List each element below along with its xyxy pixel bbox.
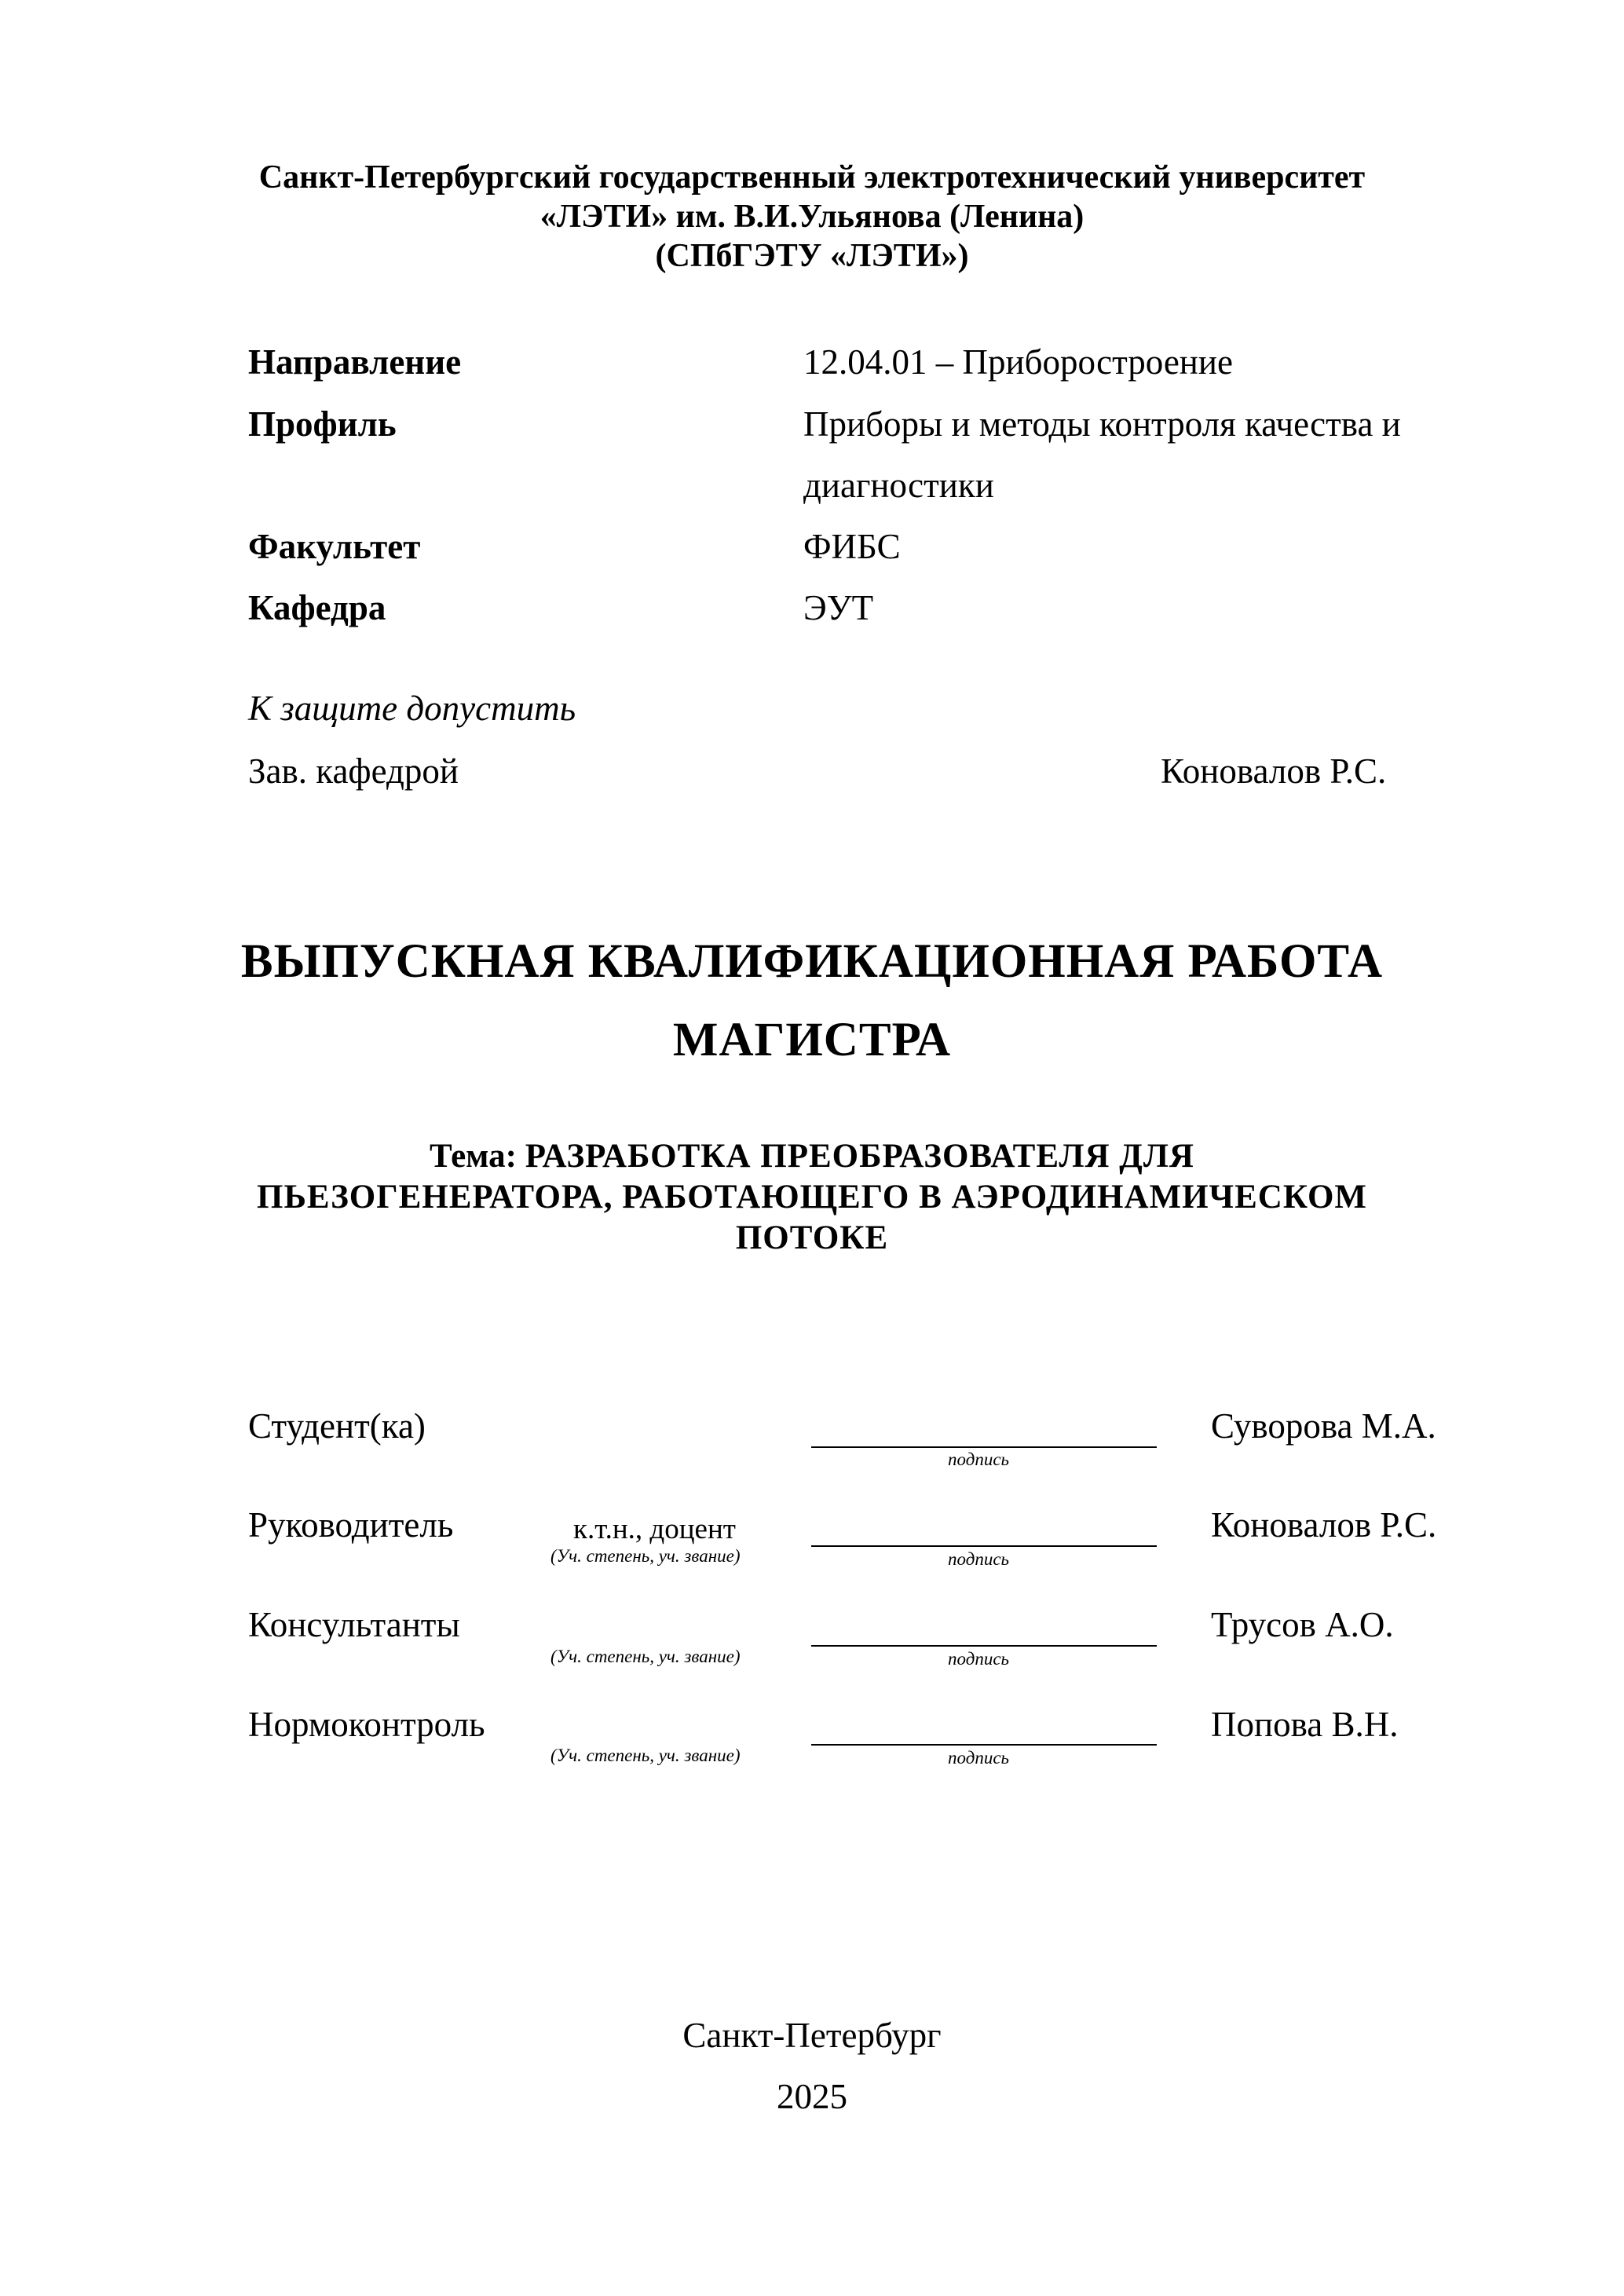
- signature-line-student: [811, 1446, 1157, 1448]
- profile-value-line1: Приборы и методы контроля качества и: [803, 404, 1401, 444]
- profile-value-line2: диагностики: [803, 466, 994, 505]
- sign-caption-normcontrol: подпись: [948, 1748, 1010, 1768]
- faculty-value: ФИБС: [803, 527, 901, 566]
- degree-caption-consultants: (Уч. степень, уч. звание): [550, 1647, 741, 1666]
- direction-value: 12.04.01 – Приборостроение: [803, 342, 1233, 382]
- department-label: Кафедра: [248, 588, 386, 627]
- sign-role-student: Студент(ка): [248, 1406, 426, 1446]
- footer-year: 2025: [777, 2077, 847, 2116]
- sign-role-normcontrol: Нормоконтроль: [248, 1705, 485, 1744]
- sign-name-student: Суворова М.А.: [1211, 1406, 1436, 1446]
- signature-line-normcontrol: [811, 1744, 1157, 1746]
- faculty-label: Факультет: [248, 527, 421, 566]
- signature-line-supervisor: [811, 1545, 1157, 1547]
- sign-caption-student: подпись: [948, 1450, 1010, 1469]
- department-value: ЭУТ: [803, 588, 874, 627]
- topic-text-line1: РАЗРАБОТКА ПРЕОБРАЗОВАТЕЛЯ ДЛЯ: [525, 1138, 1194, 1175]
- profile-label: Профиль: [248, 404, 397, 444]
- sign-caption-consultants: подпись: [948, 1649, 1010, 1669]
- topic-line2: ПЬЕЗОГЕНЕРАТОРА, РАБОТАЮЩЕГО В АЭРОДИНАМИЧЕСКОМ: [257, 1179, 1367, 1216]
- direction-label: Направление: [248, 342, 462, 382]
- sign-name-consultants: Трусов А.О.: [1211, 1605, 1394, 1644]
- work-title-line2: МАГИСТРА: [672, 1014, 952, 1066]
- topic-prefix: Тема:: [430, 1138, 517, 1175]
- university-name: Санкт-Петербургский государственный электротехнический университет: [258, 159, 1366, 196]
- admission-role: Зав. кафедрой: [248, 751, 459, 791]
- university-short: «ЛЭТИ» им. В.И.Ульянова (Ленина): [540, 199, 1084, 235]
- footer-city: Санкт-Петербург: [682, 2016, 942, 2055]
- sign-name-supervisor: Коновалов Р.С.: [1211, 1505, 1437, 1545]
- admission-name: Коновалов Р.С.: [1161, 751, 1387, 791]
- sign-name-normcontrol: Попова В.Н.: [1211, 1705, 1399, 1744]
- sign-degree-supervisor: к.т.н., доцент: [573, 1513, 736, 1545]
- admission-heading: К защите допустить: [248, 689, 576, 728]
- university-abbr: (СПбГЭТУ «ЛЭТИ»): [655, 238, 969, 274]
- signature-line-consultants: [811, 1645, 1157, 1647]
- work-title-line1: ВЫПУСКНАЯ КВАЛИФИКАЦИОННАЯ РАБОТА: [240, 935, 1384, 988]
- topic-line1: [0, 1137, 1624, 1176]
- sign-caption-supervisor: подпись: [948, 1549, 1010, 1569]
- sign-role-supervisor: Руководитель: [248, 1505, 454, 1545]
- topic-line3: ПОТОКЕ: [735, 1219, 889, 1256]
- degree-caption-supervisor: (Уч. степень, уч. звание): [550, 1546, 741, 1566]
- degree-caption-normcontrol: (Уч. степень, уч. звание): [550, 1746, 741, 1765]
- sign-role-consultants: Консультанты: [248, 1605, 460, 1644]
